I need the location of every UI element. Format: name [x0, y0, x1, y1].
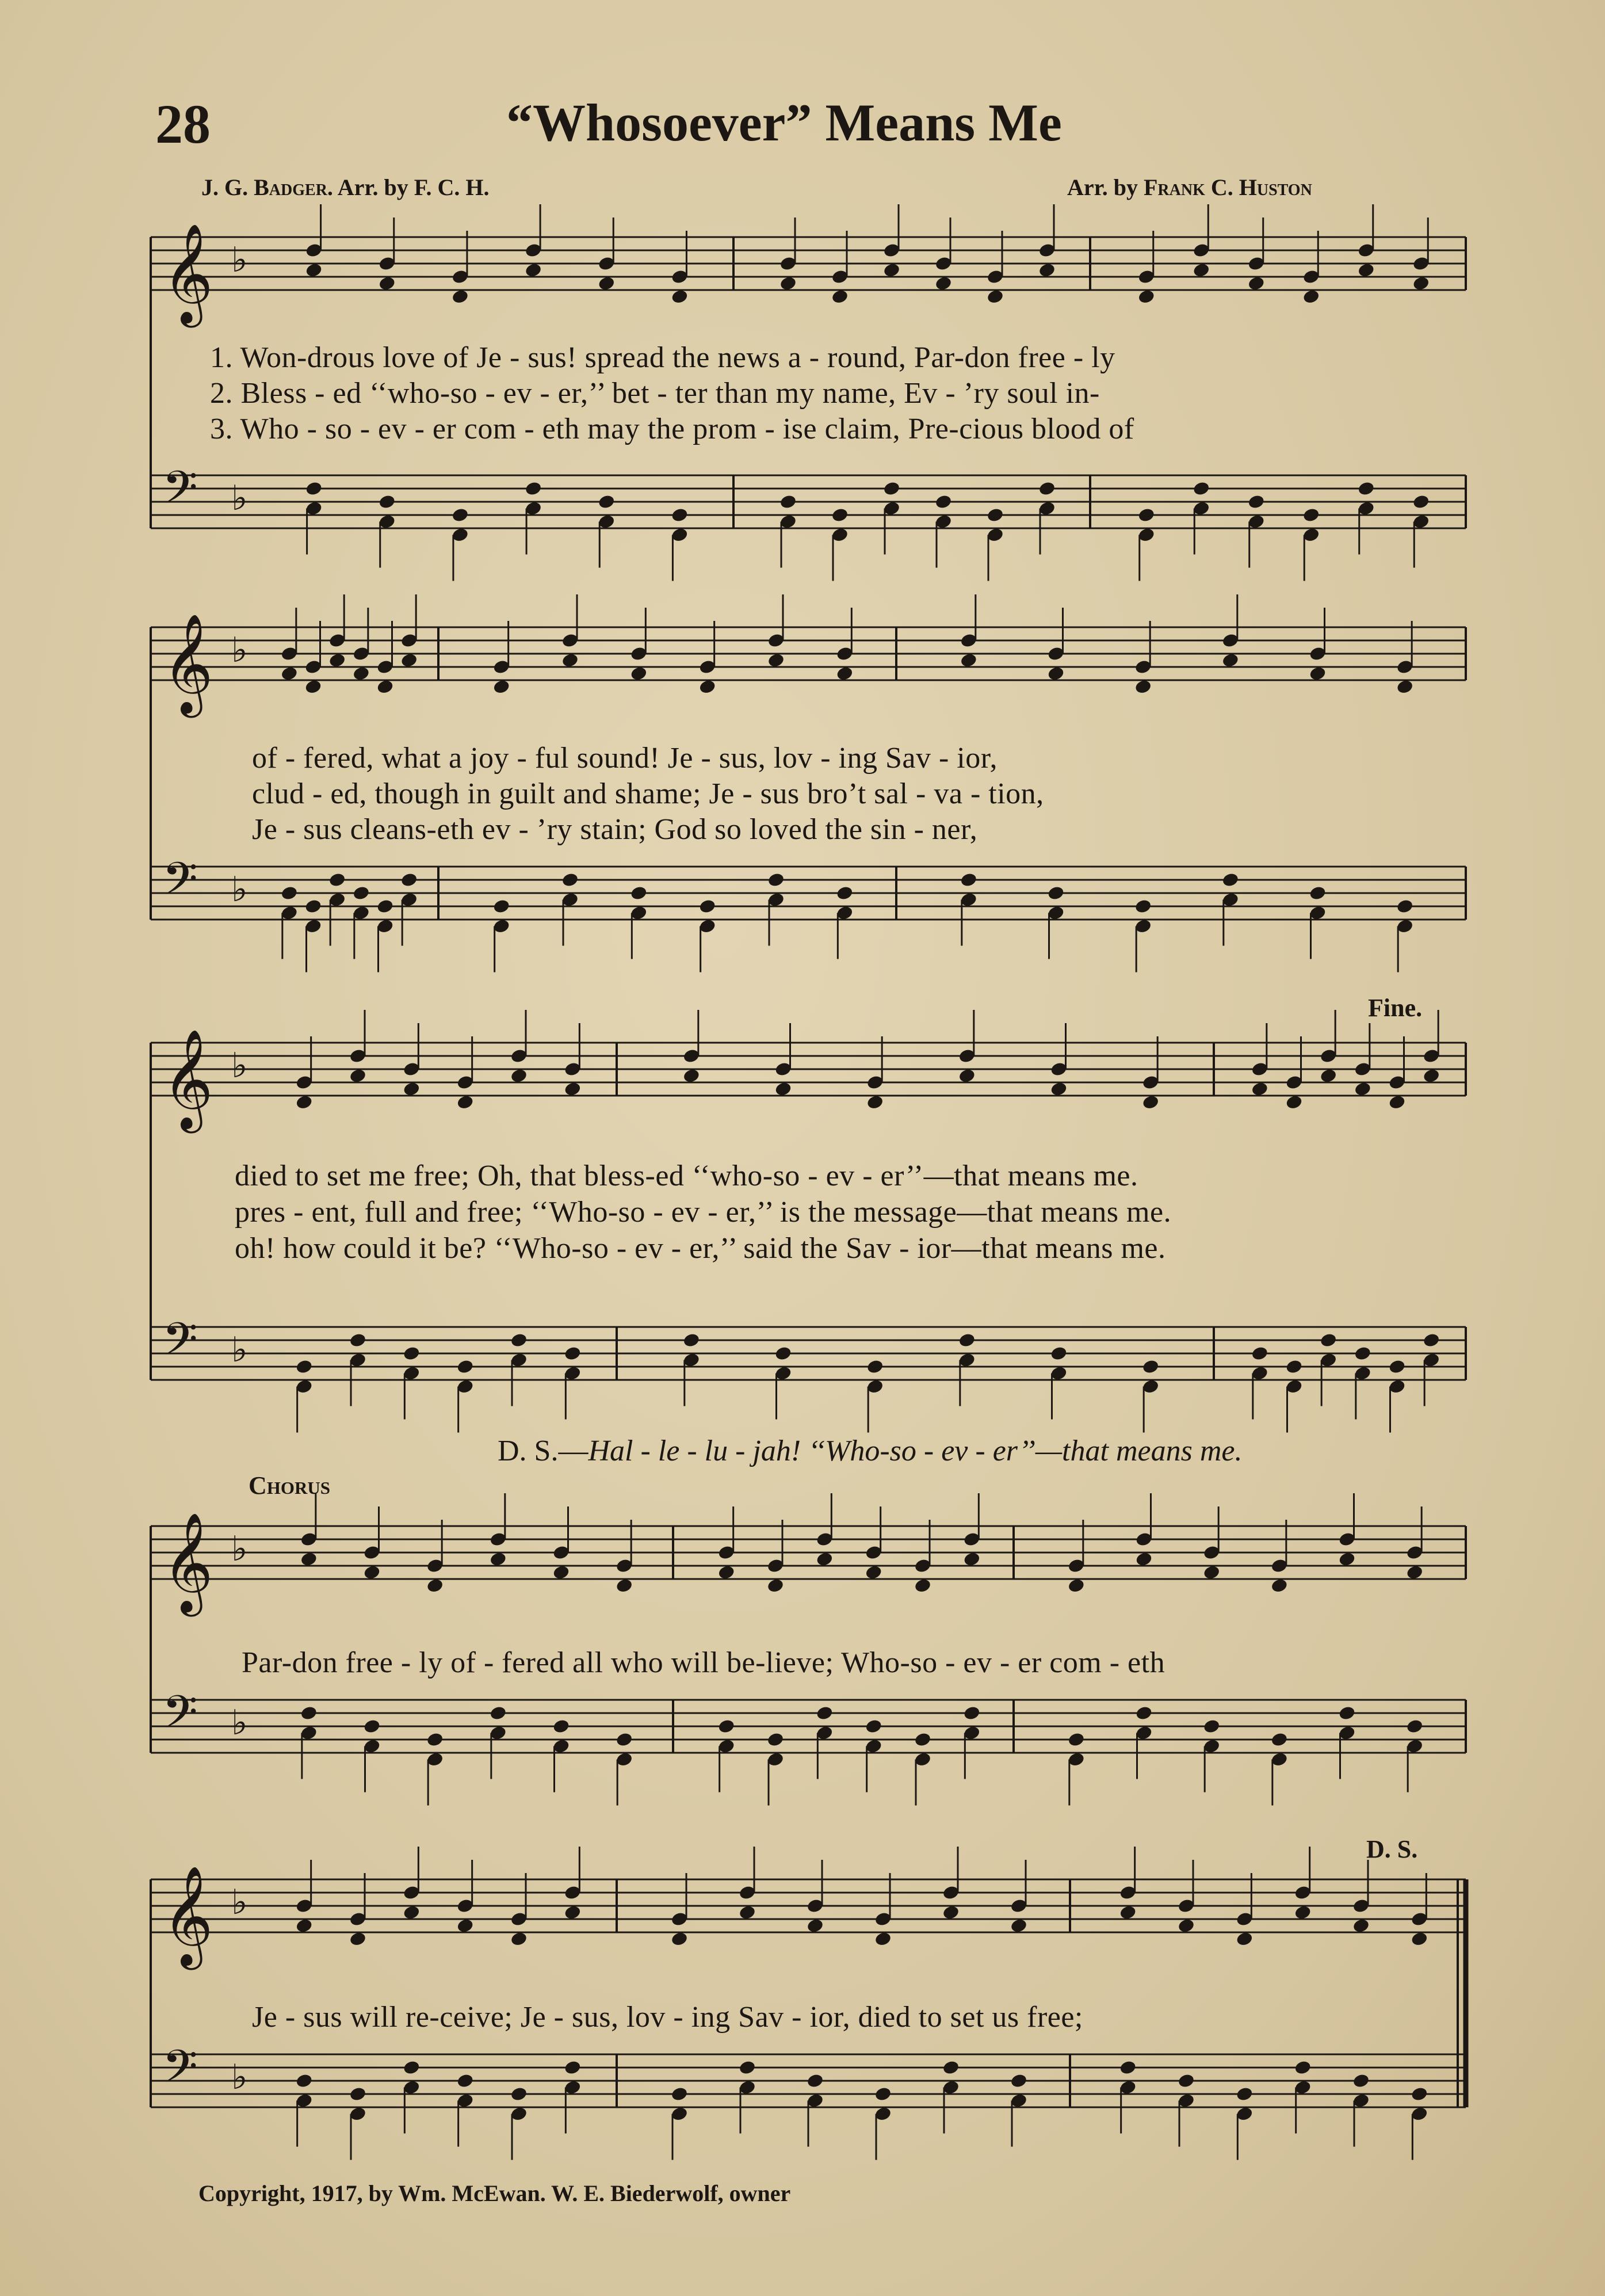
notehead	[378, 494, 396, 510]
treble-clef-icon: 𝄞	[162, 1512, 213, 1612]
notehead	[378, 276, 396, 292]
notehead	[295, 1094, 313, 1111]
notehead	[682, 1068, 700, 1084]
notehead	[671, 289, 689, 305]
notehead	[779, 494, 797, 510]
notehead	[352, 885, 370, 901]
notehead	[352, 666, 370, 682]
notehead	[806, 1918, 824, 1934]
notehead	[1067, 1578, 1085, 1594]
bass-clef-icon: 𝄢	[162, 1685, 198, 1750]
notehead	[1236, 2086, 1254, 2102]
notehead	[363, 1718, 381, 1734]
ds-prefix: D. S.—	[498, 1435, 588, 1467]
notehead	[403, 1905, 421, 1921]
notehead	[986, 507, 1004, 523]
notehead	[510, 2086, 528, 2102]
notehead	[1338, 1551, 1356, 1567]
notehead	[1302, 507, 1320, 523]
bass-clef-icon: 𝄢	[162, 852, 198, 917]
notehead	[1119, 2059, 1137, 2076]
notehead	[456, 2073, 474, 2089]
notehead	[1134, 679, 1152, 695]
verse1-line3: died to set me free; Oh, that bless-ed ‘‘who-so - ev - er’’—that means me.	[235, 1160, 1138, 1192]
notehead	[1135, 1551, 1153, 1567]
notehead	[1285, 1094, 1303, 1111]
notehead	[300, 1705, 318, 1721]
notehead	[564, 1345, 582, 1361]
notehead	[304, 898, 322, 914]
notehead	[934, 276, 952, 292]
notehead	[451, 507, 469, 523]
notehead	[874, 2086, 892, 2102]
notehead	[1177, 1918, 1195, 1934]
notehead	[1406, 1565, 1424, 1581]
verse1-line2: of - fered, what a joy - ful sound! Je - sus, lov - ing Sav - ior,	[252, 742, 998, 775]
notehead	[564, 1081, 582, 1097]
notehead	[552, 1565, 570, 1581]
notehead	[598, 276, 616, 292]
notehead	[866, 1359, 884, 1375]
ds-lyric-line	[498, 1434, 1242, 1468]
notehead	[1050, 1345, 1068, 1361]
notehead	[426, 1578, 444, 1594]
notehead	[836, 666, 854, 682]
notehead	[866, 1094, 884, 1111]
notehead	[1294, 1905, 1312, 1921]
notehead	[295, 2073, 313, 2089]
notehead	[717, 1718, 735, 1734]
notehead	[882, 480, 900, 497]
notehead	[300, 1551, 318, 1567]
notehead	[1193, 480, 1210, 497]
notehead	[451, 289, 469, 305]
notehead	[305, 262, 323, 279]
notehead	[1411, 1931, 1428, 1947]
notehead	[1203, 1718, 1221, 1734]
notehead	[836, 885, 854, 901]
notehead	[304, 679, 322, 695]
notehead	[1119, 1905, 1137, 1921]
notehead	[1221, 653, 1239, 669]
notehead	[717, 1565, 735, 1581]
bass-clef-icon: 𝄢	[162, 461, 198, 525]
notehead	[1320, 1068, 1338, 1084]
notehead	[524, 262, 542, 279]
treble-clef-icon: 𝄞	[162, 223, 213, 323]
verse1-line1: 1. Won-drous love of Je - sus! spread the news a - round, Par-don free - ly	[210, 341, 1115, 374]
lyricist-name: J. G. Badger.	[201, 174, 333, 200]
notehead	[363, 1565, 381, 1581]
verse2-line1: 2. Bless - ed ‘‘who-so - ev - er,’’ bet - ter than my name, Ev - ’ry soul in-	[210, 377, 1100, 410]
notehead	[616, 1731, 633, 1748]
notehead	[682, 1332, 700, 1348]
notehead	[1137, 289, 1155, 305]
notehead	[1352, 1918, 1370, 1934]
notehead	[1320, 1332, 1338, 1348]
notehead	[492, 679, 510, 695]
arranger-prefix: Arr. by	[1067, 174, 1138, 200]
notehead	[865, 1565, 882, 1581]
notehead	[280, 666, 298, 682]
verse3-line2: Je - sus cleans-eth ev - ’ry stain; God so loved the sin - ner,	[252, 813, 978, 846]
flat-key-signature-icon: ♭	[231, 630, 248, 670]
flat-key-signature-icon: ♭	[231, 1882, 248, 1923]
notehead	[616, 1578, 633, 1594]
notehead	[1309, 666, 1327, 682]
notehead	[1396, 898, 1414, 914]
notehead	[376, 898, 394, 914]
flat-key-signature-icon: ♭	[231, 2057, 248, 2097]
notehead	[670, 2086, 688, 2102]
notehead	[738, 2059, 756, 2076]
notehead	[295, 1359, 313, 1375]
notehead	[1142, 1094, 1160, 1111]
notehead	[1142, 1359, 1160, 1375]
notehead	[963, 1705, 981, 1721]
notehead	[1247, 276, 1265, 292]
hymn-number: 28	[155, 93, 211, 155]
fine-marking: Fine.	[1368, 994, 1423, 1022]
notehead	[1411, 2086, 1428, 2102]
notehead	[1177, 2073, 1195, 2089]
ds-marking: D. S.	[1366, 1835, 1418, 1863]
notehead	[1047, 666, 1065, 682]
notehead	[1338, 1705, 1356, 1721]
notehead	[1067, 1731, 1085, 1748]
notehead	[1236, 1931, 1254, 1947]
notehead	[1270, 1578, 1288, 1594]
notehead	[376, 679, 394, 695]
notehead	[831, 289, 849, 305]
notehead	[1412, 494, 1430, 510]
notehead	[865, 1718, 882, 1734]
notehead	[1406, 1718, 1424, 1734]
notehead	[942, 1905, 960, 1921]
flat-key-signature-icon: ♭	[231, 1046, 248, 1086]
notehead	[767, 872, 785, 888]
notehead	[1203, 1565, 1221, 1581]
notehead	[1357, 480, 1375, 497]
verse3-line1: 3. Who - so - ev - er com - eth may the prom - ise claim, Pre-cious blood of	[210, 413, 1134, 445]
notehead	[698, 898, 716, 914]
notehead	[874, 1931, 892, 1947]
notehead	[882, 262, 900, 279]
notehead	[403, 1345, 421, 1361]
flat-key-signature-icon: ♭	[231, 869, 248, 910]
notehead	[1270, 1731, 1288, 1748]
lyricist-arranger: Arr. by F. C. H.	[337, 174, 490, 200]
notehead	[403, 1081, 421, 1097]
notehead	[1388, 1094, 1406, 1111]
notehead	[492, 898, 510, 914]
treble-clef-icon: 𝄞	[162, 613, 213, 714]
bass-clef-icon: 𝄢	[162, 2040, 198, 2104]
bass-clef-icon: 𝄢	[162, 1313, 198, 1377]
notehead	[670, 1931, 688, 1947]
notehead	[305, 480, 323, 497]
notehead	[1388, 1359, 1406, 1375]
notehead	[1357, 262, 1375, 279]
notehead	[1354, 1345, 1371, 1361]
notehead	[349, 1068, 366, 1084]
notehead	[1010, 2073, 1027, 2089]
notehead	[489, 1705, 507, 1721]
notehead	[1221, 872, 1239, 888]
notehead	[1285, 1359, 1303, 1375]
chorus-label: Chorus	[249, 1471, 331, 1500]
notehead	[456, 1094, 474, 1111]
notehead	[1354, 1081, 1371, 1097]
chorus-line2: Je - sus will re-ceive; Je - sus, lov - ing Sav - ior, died to set us free;	[252, 2001, 1083, 2034]
notehead	[1294, 2059, 1312, 2076]
flat-key-signature-icon: ♭	[231, 478, 248, 518]
notehead	[630, 885, 648, 901]
notehead	[1193, 262, 1210, 279]
notehead	[671, 507, 689, 523]
notehead	[1302, 289, 1320, 305]
notehead	[942, 2059, 960, 2076]
notehead	[426, 1731, 444, 1748]
notehead	[1247, 494, 1265, 510]
notehead	[698, 679, 716, 695]
notehead	[1251, 1081, 1268, 1097]
notehead	[831, 507, 849, 523]
flat-key-signature-icon: ♭	[231, 240, 248, 280]
notehead	[1309, 885, 1327, 901]
notehead	[1050, 1081, 1068, 1097]
notehead	[1135, 1705, 1153, 1721]
chorus-line1: Par-don free - ly of - fered all who will be-lieve; Who-so - ev - er com - eth	[242, 1646, 1165, 1679]
notehead	[1423, 1068, 1440, 1084]
notehead	[816, 1551, 834, 1567]
notehead	[598, 494, 616, 510]
notehead	[349, 1931, 366, 1947]
verse3-line3: oh! how could it be? ‘‘Who-so - ev - er,’’ said the Sav - ior—that means me.	[235, 1232, 1166, 1265]
notehead	[766, 1578, 784, 1594]
notehead	[1038, 262, 1056, 279]
notehead	[934, 494, 952, 510]
notehead	[767, 653, 785, 669]
notehead	[914, 1731, 931, 1748]
notehead	[400, 653, 418, 669]
notehead	[489, 1551, 507, 1567]
notehead	[400, 872, 418, 888]
notehead	[958, 1332, 976, 1348]
notehead	[561, 653, 579, 669]
copyright-notice: Copyright, 1917, by Wm. McEwan. W. E. Biederwolf, owner	[198, 2180, 791, 2206]
notehead	[630, 666, 648, 682]
notehead	[1047, 885, 1065, 901]
notehead	[1038, 480, 1056, 497]
notehead	[1423, 1332, 1440, 1348]
flat-key-signature-icon: ♭	[231, 1330, 248, 1370]
notehead	[403, 2059, 421, 2076]
notehead	[564, 2059, 582, 2076]
verse2-line2: clud - ed, though in guilt and shame; Je - sus bro’t sal - va - tion,	[252, 777, 1044, 810]
notehead	[914, 1578, 931, 1594]
ds-text: Hal - le - lu - jah! ‘‘Who-so - ev - er’’—that means me.	[588, 1435, 1243, 1467]
notehead	[510, 1931, 528, 1947]
notehead	[456, 1359, 474, 1375]
notehead	[1137, 507, 1155, 523]
notehead	[774, 1345, 792, 1361]
notehead	[295, 1918, 313, 1934]
notehead	[1396, 679, 1414, 695]
notehead	[510, 1332, 528, 1348]
notehead	[349, 2086, 366, 2102]
notehead	[960, 872, 977, 888]
notehead	[1010, 1918, 1027, 1934]
notehead	[328, 872, 346, 888]
notehead	[816, 1705, 834, 1721]
notehead	[552, 1718, 570, 1734]
flat-key-signature-icon: ♭	[231, 1703, 248, 1743]
notehead	[766, 1731, 784, 1748]
notehead	[958, 1068, 976, 1084]
treble-clef-icon: 𝄞	[162, 1866, 213, 1966]
notehead	[738, 1905, 756, 1921]
notehead	[349, 1332, 366, 1348]
arranger-name: Frank C. Huston	[1143, 174, 1312, 200]
notehead	[963, 1551, 981, 1567]
verse2-line3: pres - ent, full and free; ‘‘Who-so - ev - er,’’ is the message—that means me.	[235, 1196, 1172, 1229]
notehead	[561, 872, 579, 888]
notehead	[524, 480, 542, 497]
notehead	[806, 2073, 824, 2089]
notehead	[564, 1905, 582, 1921]
notehead	[986, 289, 1004, 305]
notehead	[1352, 2073, 1370, 2089]
notehead	[1251, 1345, 1268, 1361]
treble-clef-icon: 𝄞	[162, 1029, 213, 1129]
notehead	[779, 276, 797, 292]
notehead	[280, 885, 298, 901]
flat-key-signature-icon: ♭	[231, 1529, 248, 1569]
notehead	[1412, 276, 1430, 292]
notehead	[328, 653, 346, 669]
notehead	[510, 1068, 528, 1084]
notehead	[456, 1918, 474, 1934]
notehead	[960, 653, 977, 669]
hymn-title: “Whosoever” Means Me	[506, 93, 1062, 152]
notehead	[1134, 898, 1152, 914]
notehead	[774, 1081, 792, 1097]
